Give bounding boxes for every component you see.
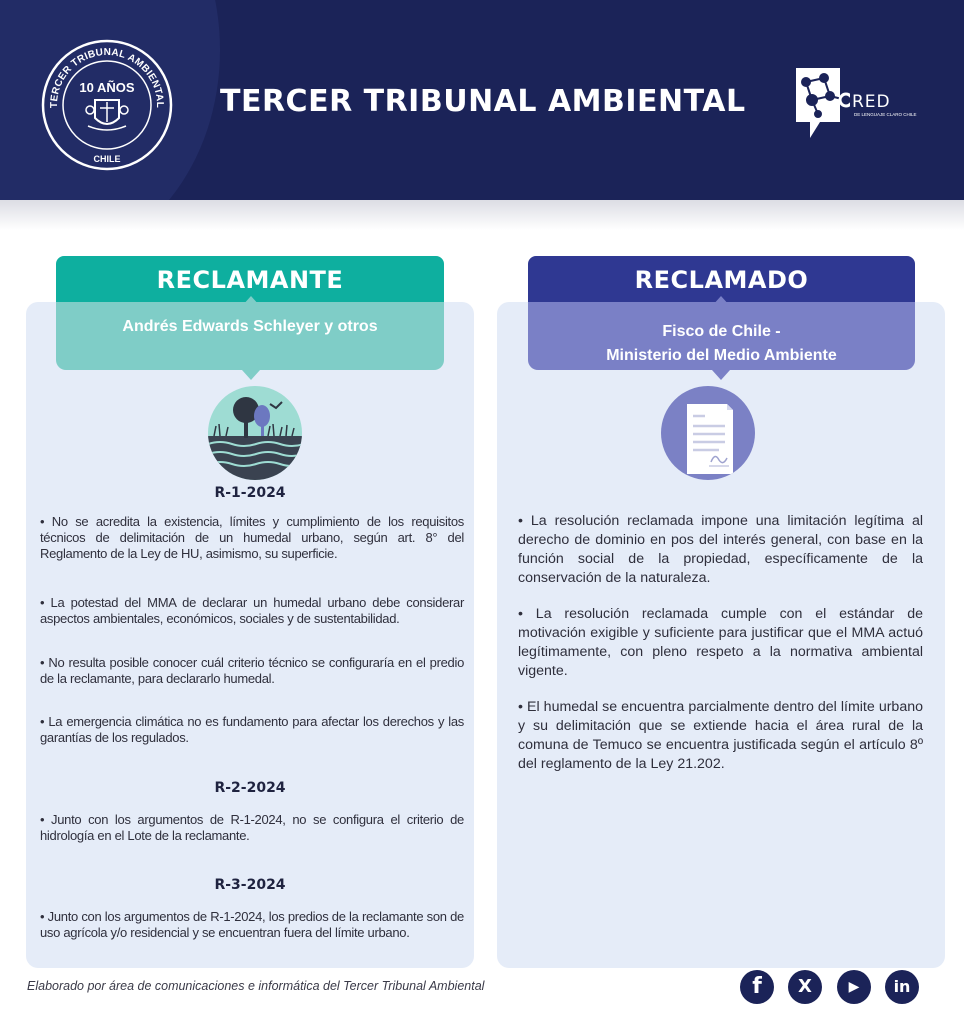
red-logo-subtitle: DE LENGUAJE CLARO CHILE xyxy=(854,112,917,117)
reclamado-argument: • La resolución reclamada cumple con el estándar de motivación exigible y suficiente para justificar que el MMA actuó legítimamente, con pleno respeto a la normativa ambiental vigente. xyxy=(518,606,923,679)
footer-credit: Elaborado por área de comunicaciones e informática del Tercer Tribunal Ambiental xyxy=(27,979,485,993)
case-code: R-3-2024 xyxy=(214,877,286,893)
case-code: R-2-2024 xyxy=(214,780,286,796)
reclamante-argument: • Junto con los argumentos de R-1-2024, los predios de la reclamante son de uso agrícola y/o residencial y se encuentran fuera del límite urbano. xyxy=(40,909,464,940)
page-header xyxy=(0,0,964,200)
red-logo-text: RED xyxy=(852,92,891,112)
reclamante-notch-bottom xyxy=(242,370,260,380)
reclamado-party-line1: Fisco de Chile - xyxy=(662,323,781,340)
reclamante-argument: • No resulta posible conocer cuál criterio técnico se configuraría en el predio de la reclamante, para declararlo humedal. xyxy=(40,655,464,686)
linkedin-icon[interactable]: in xyxy=(885,970,919,1004)
reclamante-argument: • Junto con los argumentos de R-1-2024, no se configura el criterio de hidrología en el Lote de la reclamante. xyxy=(40,812,464,843)
case-code: R-1-2024 xyxy=(214,485,286,501)
header-shadow xyxy=(0,200,964,230)
seal-top-text: TERCER TRIBUNAL AMBIENTAL xyxy=(48,46,166,109)
seal-bottom-text: CHILE xyxy=(93,154,121,164)
reclamado-title: RECLAMADO xyxy=(528,256,915,304)
page-title: TERCER TRIBUNAL AMBIENTAL xyxy=(220,84,746,119)
tribunal-seal-icon xyxy=(40,38,174,172)
seal-years: 10 AÑOS xyxy=(79,80,135,95)
reclamado-argument: • La resolución reclamada impone una limitación legítima al derecho de dominio en pos del interés general, con base en la función social de la propiedad, específicamente de la conservación de la naturaleza. xyxy=(518,513,923,586)
reclamado-notch-bottom xyxy=(712,370,730,380)
reclamante-party-name: Andrés Edwards Schleyer y otros xyxy=(122,318,378,335)
red-network-icon xyxy=(790,64,850,144)
youtube-icon[interactable]: ▶ xyxy=(837,970,871,1004)
wetland-icon xyxy=(208,386,302,480)
reclamado-party-line2: Ministerio del Medio Ambiente xyxy=(606,347,837,364)
facebook-icon[interactable]: f xyxy=(740,970,774,1004)
x-icon[interactable]: X xyxy=(788,970,822,1004)
reclamante-party xyxy=(56,302,444,370)
red-logo xyxy=(790,64,930,144)
reclamado-party xyxy=(528,302,915,370)
reclamante-argument: • La potestad del MMA de declarar un humedal urbano debe considerar aspectos ambientales, económicos, sociales y de sustentabilidad. xyxy=(40,595,464,626)
reclamante-argument: • No se acredita la existencia, límites y cumplimiento de los requisitos técnicos de delimitación de un humedal urbano, según art. 8° del Reglamento de la Ley de HU, asimismo, su superficie. xyxy=(40,514,464,561)
document-icon xyxy=(661,386,755,480)
reclamante-title: RECLAMANTE xyxy=(56,256,444,304)
reclamado-argument: • El humedal se encuentra parcialmente dentro del límite urbano y su delimitación que se extiende hacia el área rural de la comuna de Temuco se encuentra justificada según el artículo 8º del reglamento de la Ley 21.202. xyxy=(518,699,923,772)
reclamante-argument: • La emergencia climática no es fundamento para afectar los derechos y las garantías de los regulados. xyxy=(40,714,464,745)
